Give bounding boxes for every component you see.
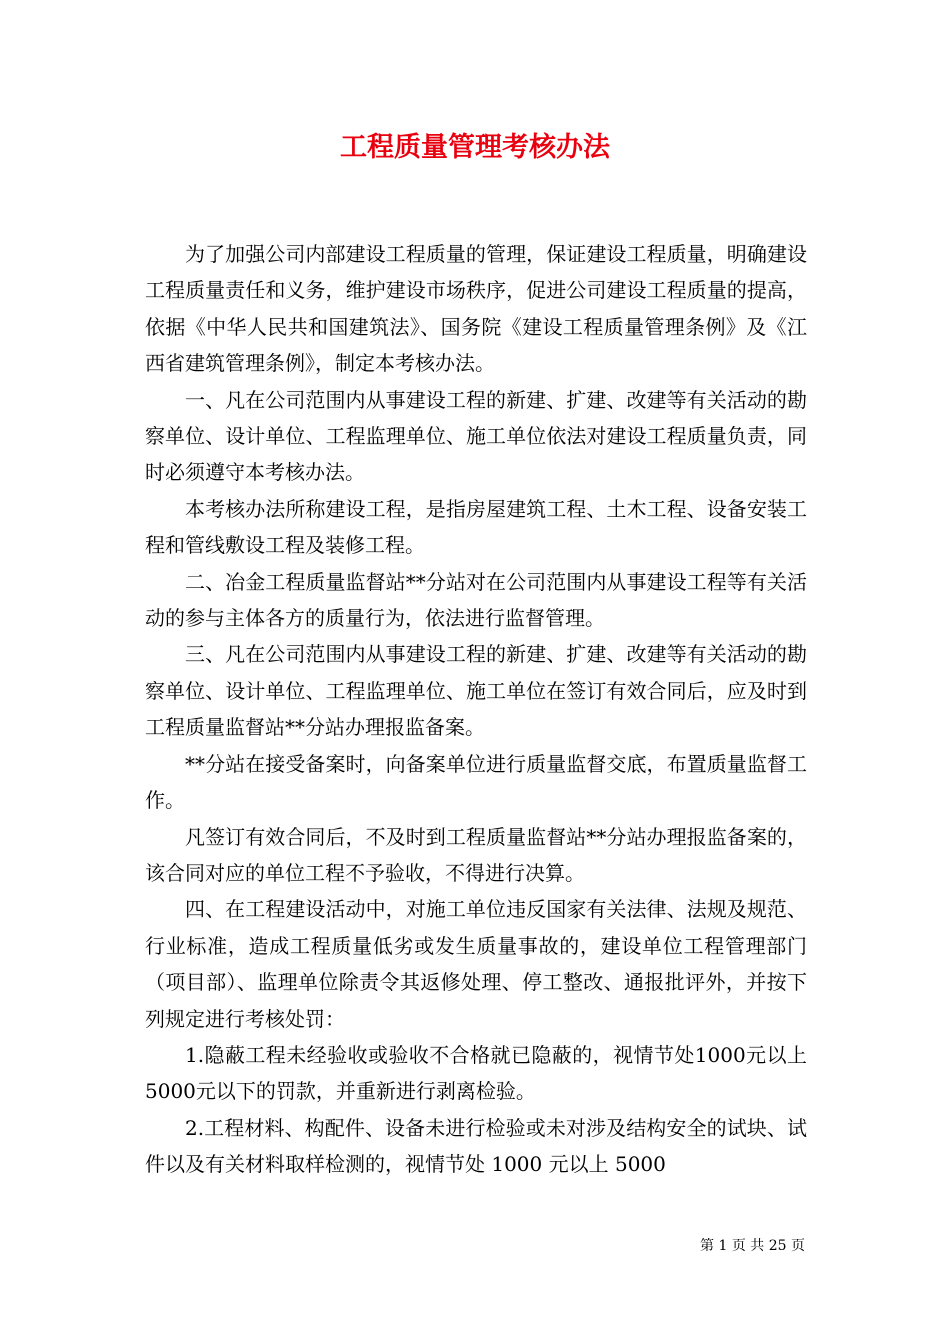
paragraph-filing-penalty: 凡签订有效合同后，不及时到工程质量监督站**分站办理报监备案的，该合同对应的单位工程不予验收，不得进行决算。 [145, 824, 807, 885]
paragraph-item-2: 2.工程材料、构配件、设备未进行检验或未对涉及结构安全的试块、试件以及有关材料取样检测的，视情节处 1000 元以上 5000 [145, 1115, 807, 1177]
paragraph-article-4: 四、在工程建设活动中，对施工单位违反国家有关法律、法规及规范、行业标准，造成工程质量低劣或发生质量事故的，建设单位工程管理部门（项目部）、监理单位除责令其返修处理、停工整改、通报批评外，并按下列规定进行考核处罚： [145, 897, 807, 1031]
paragraph-item-1: 1.隐蔽工程未经验收或验收不合格就已隐蔽的，视情节处1000元以上5000元以下的罚款，并重新进行剥离检验。 [145, 1042, 807, 1104]
paragraph-article-3: 三、凡在公司范围内从事建设工程的新建、扩建、改建等有关活动的勘察单位、设计单位、工程监理单位、施工单位在签订有效合同后，应及时到工程质量监督站**分站办理报监备案。 [145, 642, 807, 740]
paragraph-filing-briefing: **分站在接受备案时，向备案单位进行质量监督交底，布置质量监督工作。 [145, 751, 807, 813]
document-title: 工程质量管理考核办法 [340, 132, 610, 163]
paragraph-article-2: 二、冶金工程质量监督站**分站对在公司范围内从事建设工程等有关活动的参与主体各方的质量行为，依法进行监督管理。 [145, 569, 807, 631]
paragraph-intro: 为了加强公司内部建设工程质量的管理，保证建设工程质量，明确建设工程质量责任和义务，维护建设市场秩序，促进公司建设工程质量的提高，依据《中华人民共和国建筑法》、国务院《建设工程质量管理条例》及《江西省建筑管理条例》，制定本考核办法。 [145, 242, 807, 376]
paragraph-article-1: 一、凡在公司范围内从事建设工程的新建、扩建、改建等有关活动的勘察单位、设计单位、工程监理单位、施工单位依法对建设工程质量负责，同时必须遵守本考核办法。 [145, 387, 807, 485]
paragraph-definition: 本考核办法所称建设工程，是指房屋建筑工程、土木工程、设备安装工程和管线敷设工程及装修工程。 [145, 496, 807, 558]
document-body [145, 236, 807, 1183]
page-number: 第 1 页 共 25 页 [700, 1238, 805, 1254]
